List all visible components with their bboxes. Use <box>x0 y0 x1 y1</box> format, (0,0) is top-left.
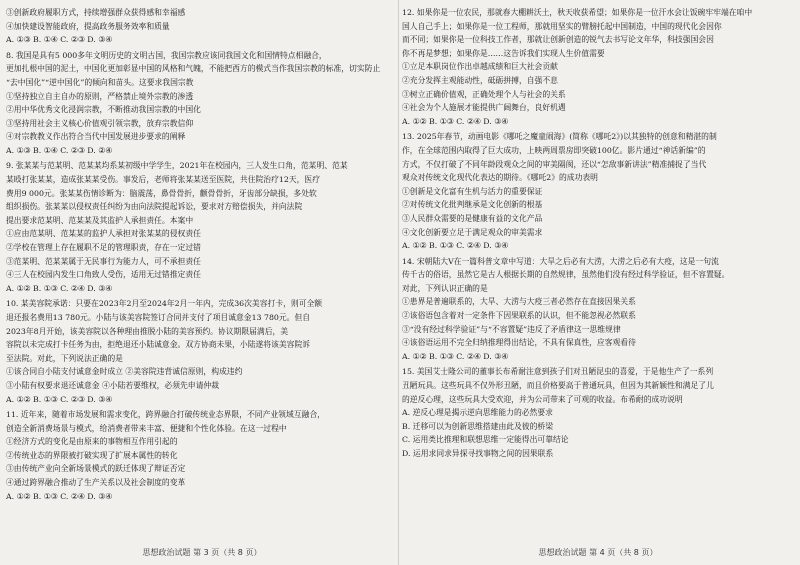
text-line: ①应由范某明、范某某的监护人承担对张某某的侵权责任 <box>6 229 201 239</box>
text-line: 组织损伤。张某某以侵权责任纠纷为由向法院提起诉讼，要求对方赔偿损失，并向法院 <box>6 202 303 212</box>
page-3-footer: 思想政治试题 第 3 页（共 8 页） <box>142 548 262 557</box>
text-line: A. ①② B. ①③ C. ②③ D. ③④ <box>6 394 113 404</box>
text-line: 8. 我国是具有5 000多年文明历史的文明古国，我国宗教应该同我国文化和国情特点相融合， <box>6 50 327 60</box>
text-line: ②充分发挥主观能动性，砥砺拼搏，自强不息 <box>402 76 558 85</box>
text-line: ③小陆有权要求退还诚意金 ④小陆若要维权，必须先申请仲裁 <box>6 380 219 390</box>
text-line: 12. 如果你是一位农民，那就春大棚耕沃土，秋天收获希望；如果你是一位汗水会让饭碗牢牢端在咱中 <box>402 8 753 17</box>
text-line: ②传统业态的界限被打破实现了扩展本属性的转化 <box>6 450 178 460</box>
text-line: 某殴打张某某，造成张某某受伤。事发后，老师将张某某送至医院，共住院治疗12天，医疗 <box>6 175 320 184</box>
text-line: 而不同；如果你是一位科技工作者，那就让创新创造的锐气去书写论文年华，科技强国会因 <box>402 35 714 45</box>
text-line: ③范某明、范某某属于无民事行为能力人，可不承担责任 <box>6 256 201 266</box>
text-line: ③树立正确价值观，正确处理个人与社会的关系 <box>402 89 566 99</box>
text-line: A. ①② B. ①③ C. ②④ D. ③④ <box>402 116 509 126</box>
text-line: ②对传统文化批判继承是文化创新的根基 <box>402 200 543 210</box>
text-line: 创造全新消费场景与模式，给消费者带来丰富、便捷和个性化体验。在这一过程中 <box>6 423 287 433</box>
text-line: C. 运用类比推理和联想思维一定能得出可靠结论 <box>402 435 569 445</box>
text-line: ②学校在管理上存在履职不足的管理职责，存在一定过错 <box>6 243 201 252</box>
text-line: ④文化创新要立足于满足观众的审美需求 <box>402 227 543 237</box>
text-line: ④通过跨界融合推动了生产关系以及社会制度的变革 <box>6 478 186 487</box>
text-line: A. 逆反心理是揭示逆向思维能力的必然要求 <box>402 408 553 418</box>
text-line: ③“没有经过科学验证”与“不容置疑”违反了矛盾律这一思维规律 <box>402 324 621 334</box>
text-line: 2023年8月开始，该美容院以各种理由推脱小陆的美容预约。协议期限届满后，美 <box>6 326 289 336</box>
page-3 <box>6 0 398 565</box>
text-line: ④社会为个人施展才能提供广阔舞台，良好机遇 <box>402 103 566 113</box>
text-line: 容院以未完成打卡任务为由，拒绝退还小陆诚意金。双方协商未果，小陆遂将该美容院诉 <box>6 340 311 350</box>
text-line: ③坚持用社会主义核心价值观引领宗教，放弃宗教信仰 <box>6 118 194 128</box>
text-line: “去中国化”“逆中国化”的倾向和苗头。这要求我国宗教 <box>6 77 194 87</box>
text-line: ①立足本职岗位作出卓越成绩和巨大社会贡献 <box>402 62 558 72</box>
text-line: A. ①② B. ①③ C. ②④ D. ③④ <box>402 241 509 251</box>
text-line: A. ①③ B. ①④ C. ②③ D. ②④ <box>6 145 113 155</box>
text-line: 丑陋玩具。这些玩具不仅外形丑陋，而且价格要高于普通玩具，但因为其新颖性和满足了儿 <box>402 380 714 390</box>
text-line: 10. 某美容院承诺：只要在2023年2月至2024年2月一年内，完成36次美容打卡，则可全额 <box>6 299 323 309</box>
text-line: 作，在全球范围内取得了巨大成功，上映两周票房即突破100亿。影片通过“神话新编”的 <box>402 145 706 155</box>
text-line: ④对宗教教义作出符合当代中国发展进步要求的阐释 <box>6 132 186 142</box>
text-line: ①坚持独立自主自办的原则，严格禁止境外宗教的渗透 <box>6 91 194 101</box>
text-line: ②用中华优秀文化浸润宗教，不断推动我国宗教的中国化 <box>6 105 201 115</box>
text-line: 更加扎根中国的泥土，中国化更加彰显中国的风格和气魄，不能把西方的模式当作我国宗教的标准，切实防止 <box>6 64 381 74</box>
text-line: ④加快建设智能政府，提高政务服务效率和质量 <box>6 21 170 31</box>
text-line: ①创新是文化富有生机与活力的重要保证 <box>402 186 543 196</box>
text-line: ②该俗语包含着对一定条件下因果联系的认识，但不能忽视必然联系 <box>402 311 636 320</box>
text-line: 至法院。对此，下列说法正确的是 <box>6 353 123 363</box>
text-line: 国人自己手上；如果你是一位工程师，那就用坚实的臂膀托起中国制造，中国的现代化会因你 <box>402 21 722 31</box>
text-line: ①该合同自小陆支付诚意金时成立 ②美容院违背诚信原则，构成违约 <box>6 367 243 377</box>
text-line: ①患界是普遍联系的，大旱、大涝与大疫三者必然存在直接因果关系 <box>402 297 636 307</box>
text-line: ①经济方式的变化是由原来的事物相互作用引起的 <box>6 437 178 447</box>
text-line: 传千古的俗语，虽然它是古人根据长期的自然规律，虽然他们没有经过科学验证，但不容置疑。 <box>402 270 730 280</box>
text-line: 提出要求范某明、范某某及其监护人承担责任。本案中 <box>6 215 194 225</box>
text-line: ④该俗语运用不完全归纳推理得出结论，不具有保真性，应客观看待 <box>402 338 636 348</box>
text-line: 费用9 000元。张某某伤情诊断为：脑震荡，鼻骨骨折，颧骨骨折，牙齿部分缺损，多处软 <box>6 188 317 198</box>
text-line: ③由传统产业向全新场景模式的跃迁体现了辩证否定 <box>6 464 186 474</box>
text-line: 方式，不仅打破了不同年龄段观众之间的审美隔阂，还以“怎敌事新讲法”精准捕捉了当代 <box>402 159 707 169</box>
text-line: A. ①② B. ①③ C. ②④ D. ③④ <box>6 283 113 293</box>
text-line: 13. 2025年春节，动画电影《哪吒之魔童闹海》(简称《哪吒2》)以其独特的创意和精湛的制 <box>402 132 717 142</box>
page-4-footer: 思想政治试题 第 4 页（共 8 页） <box>538 548 658 557</box>
text-line: 11. 近年来，随着市场发展和需求变化，跨界融合打破传统业态界限，不同产业领域互融合， <box>6 410 325 419</box>
text-line: ④三人在校园内发生口角致人受伤，适用无过错推定责任 <box>6 270 201 280</box>
text-line: 9. 张某某与范某明、范某某均系某初级中学学生，2021年在校园内，三人发生口角，范某明、范某 <box>6 161 348 171</box>
text-line: B. 迁移可以为创新思维搭建由此及彼的桥梁 <box>402 421 554 431</box>
text-line: 的逆反心理，这些玩具大受欢迎，并为公司带来了可观的收益。布希耐的成功说明 <box>402 394 683 404</box>
text-line: 15. 美国艾士隆公司的董事长布希耐注意到孩子们对丑陋昆虫的喜爱，于是他生产了一系列 <box>402 367 714 377</box>
text-line: 你不再是梦想；如果你是……这告诉我们实现人生价值需要 <box>402 48 605 58</box>
text-line: 14. 宋朝陆大V在一篇科普文章中写道：大旱之后必有大涝，大涝之后必有大疫，这是一句流 <box>402 256 719 266</box>
text-line: 观众对传统文化现代化表达的期待。《哪吒2》的成功表明 <box>402 173 598 183</box>
text-line: 退还报名费用13 780元。小陆与该美容院签订合同并支付了项目诚意金13 780元。但自 <box>6 312 311 322</box>
page-4 <box>402 0 794 565</box>
text-line: ③创新政府履职方式，持续增强群众获得感和幸福感 <box>6 8 186 17</box>
text-line: A. ①② B. ①③ C. ②④ D. ③④ <box>6 491 113 501</box>
page-fold-divider <box>398 0 399 565</box>
text-line: ③人民群众需要的是健康有益的文化产品 <box>402 213 543 223</box>
text-line: A. ①③ B. ①④ C. ②③ D. ③④ <box>6 35 113 45</box>
text-line: A. ①② B. ①③ C. ②④ D. ③④ <box>402 351 509 361</box>
text-line: D. 运用求同求异探寻找事物之间的因果联系 <box>402 448 554 458</box>
text-line: 对此，下列认识正确的是 <box>402 283 488 293</box>
